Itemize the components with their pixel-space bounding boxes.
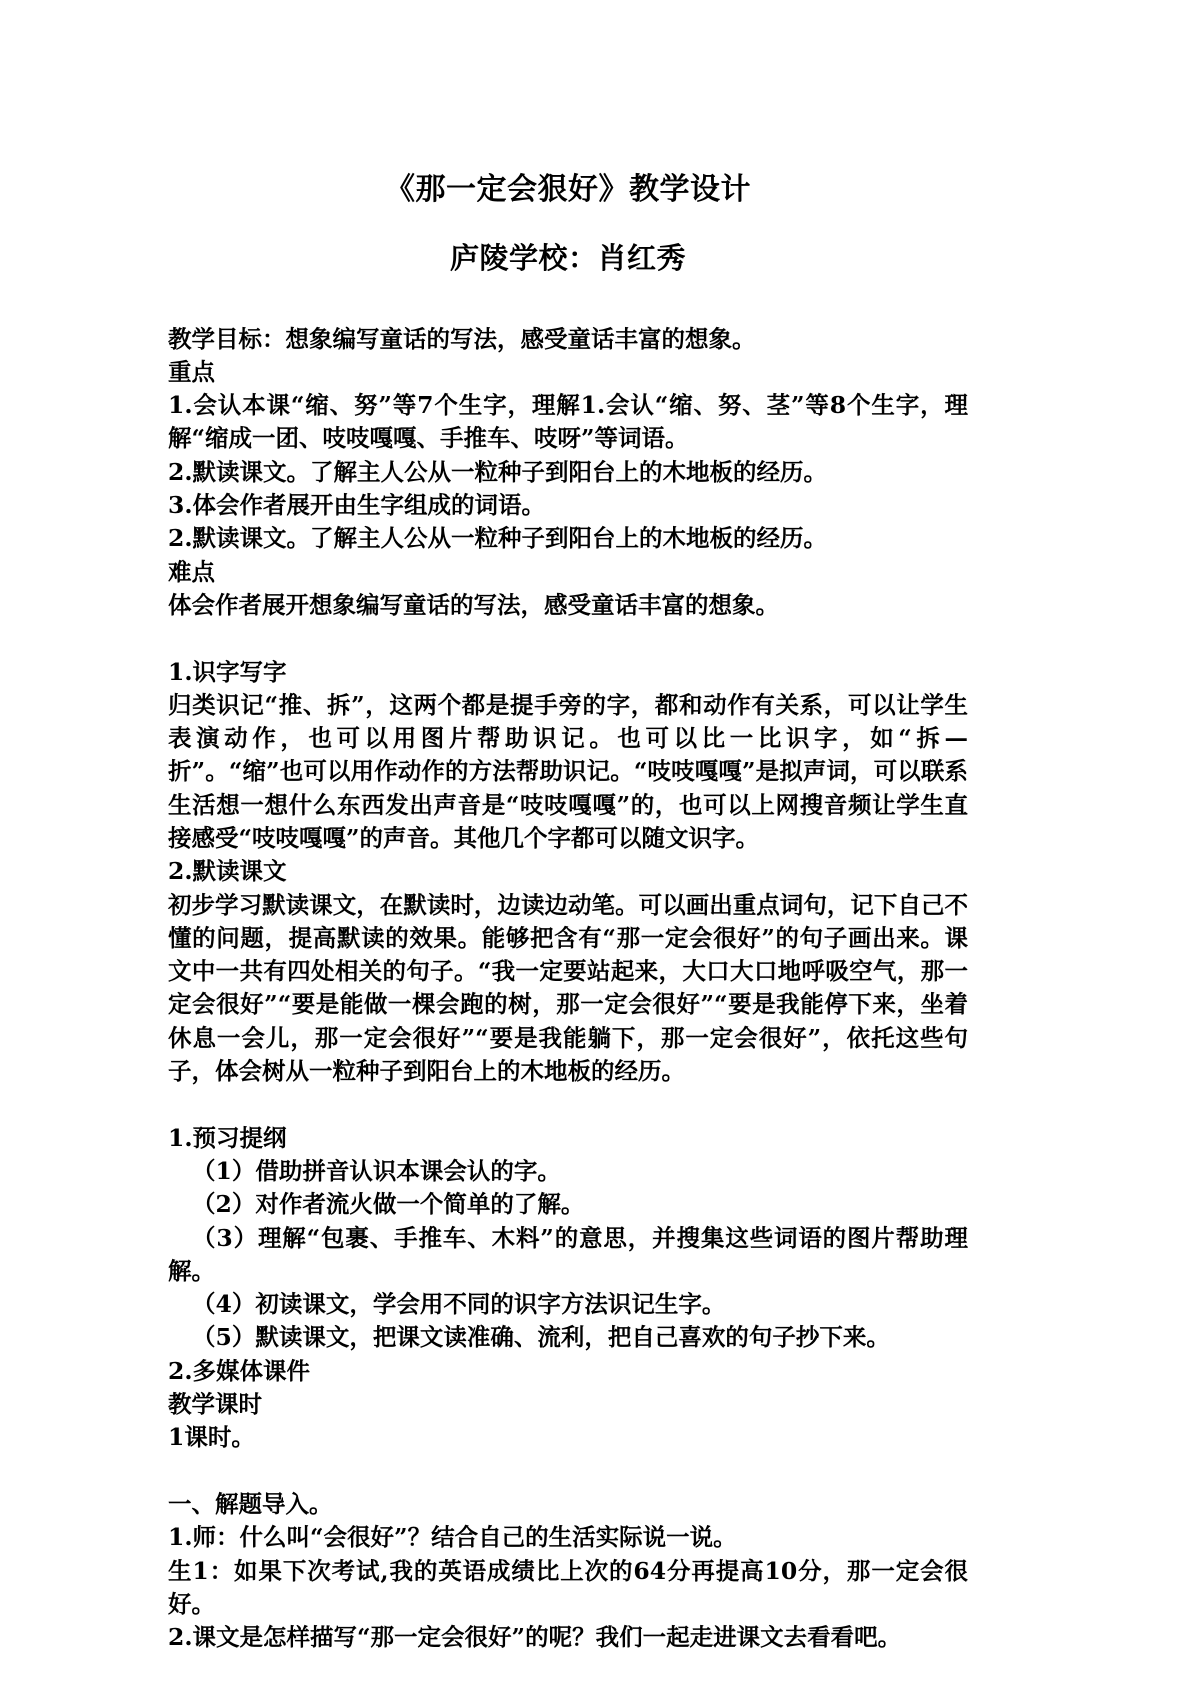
- section-6-line-1: 1.师：什么叫“会很好”？结合自己的生活实际说一说。: [168, 1523, 737, 1552]
- section-6-heading: 一、解题导入。: [168, 1489, 333, 1518]
- title-block: [168, 168, 968, 279]
- key-point-3: 3.体会作者展开由生字组成的词语。: [168, 491, 546, 520]
- section-1-heading: 1.识字写字: [168, 657, 287, 686]
- section-spacer-2: [168, 1088, 968, 1121]
- section-1-body: 归类识记“推、拆”，这两个都是提手旁的字，都和动作有关系，可以让学生表演动作，也可以用图片帮助识记。也可以比一比识字，如“拆—折”。“缩”也可以用作动作的方法帮助识记。“吱吱嘎嘎”是拟声词，可以联系生活想一想什么东西发出声音是“吱吱嘎嘎”的，也可以上网搜音频让学生直接感受“吱吱嘎嘎”的声音。其他几个字都可以随文识字。: [168, 690, 968, 852]
- section-6-line-3: 2.课文是怎样描写“那一定会很好”的呢？我们一起走进课文去看看吧。: [168, 1623, 902, 1652]
- document-content: [168, 0, 968, 1654]
- section-spacer-1: [168, 622, 968, 655]
- key-point-4: 2.默读课文。了解主人公从一粒种子到阳台上的木地板的经历。: [168, 524, 828, 553]
- page-subtitle: 庐陵学校：肖红秀: [449, 240, 686, 275]
- section-spacer-3: [168, 1455, 968, 1488]
- preview-item-3: （3）理解“包裹、手推车、木料”的意思，并搜集这些词语的图片帮助理解。: [168, 1223, 968, 1285]
- section-4-heading: 2.多媒体课件: [168, 1356, 311, 1385]
- section-3-heading: 1.预习提纲: [168, 1123, 287, 1152]
- key-point-2: 2.默读课文。了解主人公从一粒种子到阳台上的木地板的经历。: [168, 457, 828, 486]
- preview-item-5: （5）默读课文，把课文读准确、流利，把自己喜欢的句子抄下来。: [192, 1323, 890, 1352]
- difficult-point-1: 体会作者展开想象编写童话的写法，感受童话丰富的想象。: [168, 590, 779, 619]
- class-hours-value: 1课时。: [168, 1423, 255, 1452]
- section-2-heading: 2.默读课文: [168, 857, 287, 886]
- class-hours-heading: 教学课时: [168, 1390, 262, 1419]
- difficult-points-heading: 难点: [168, 557, 215, 586]
- section-2-body: 初步学习默读课文，在默读时，边读边动笔。可以画出重点词句，记下自己不懂的问题，提高默读的效果。能够把含有“那一定会很好”的句子画出来。课文中一共有四处相关的句子。“我一定要站起来，大口大口地呼吸空气，那一定会很好”“要是能做一棵会跑的树，那一定会很好”“要是我能停下来，坐着休息一会儿，那一定会很好”“要是我能躺下，那一定会很好”，依托这些句子，体会树从一粒种子到阳台上的木地板的经历。: [168, 890, 968, 1086]
- preview-item-4: （4）初读课文，学会用不同的识字方法识记生字。: [192, 1290, 726, 1319]
- teaching-goal: 教学目标：想象编写童话的写法，感受童话丰富的想象。: [168, 324, 756, 353]
- section-6-line-2: 生1：如果下次考试,我的英语成绩比上次的64分再提高10分，那一定会很好。: [168, 1556, 968, 1618]
- document-body: [168, 323, 968, 1655]
- key-points-heading: 重点: [168, 357, 215, 386]
- preview-item-1: （1）借助拼音认识本课会认的字。: [192, 1156, 561, 1185]
- preview-item-2: （2）对作者流火做一个简单的了解。: [192, 1190, 585, 1219]
- page-title: 《那一定会狠好》教学设计: [385, 172, 751, 207]
- key-point-1: 1.会认本课“缩、努”等7个生字，理解1.会认“缩、努、茎”等8个生字，理解“缩成一团、吱吱嘎嘎、手推车、吱呀”等词语。: [168, 391, 968, 453]
